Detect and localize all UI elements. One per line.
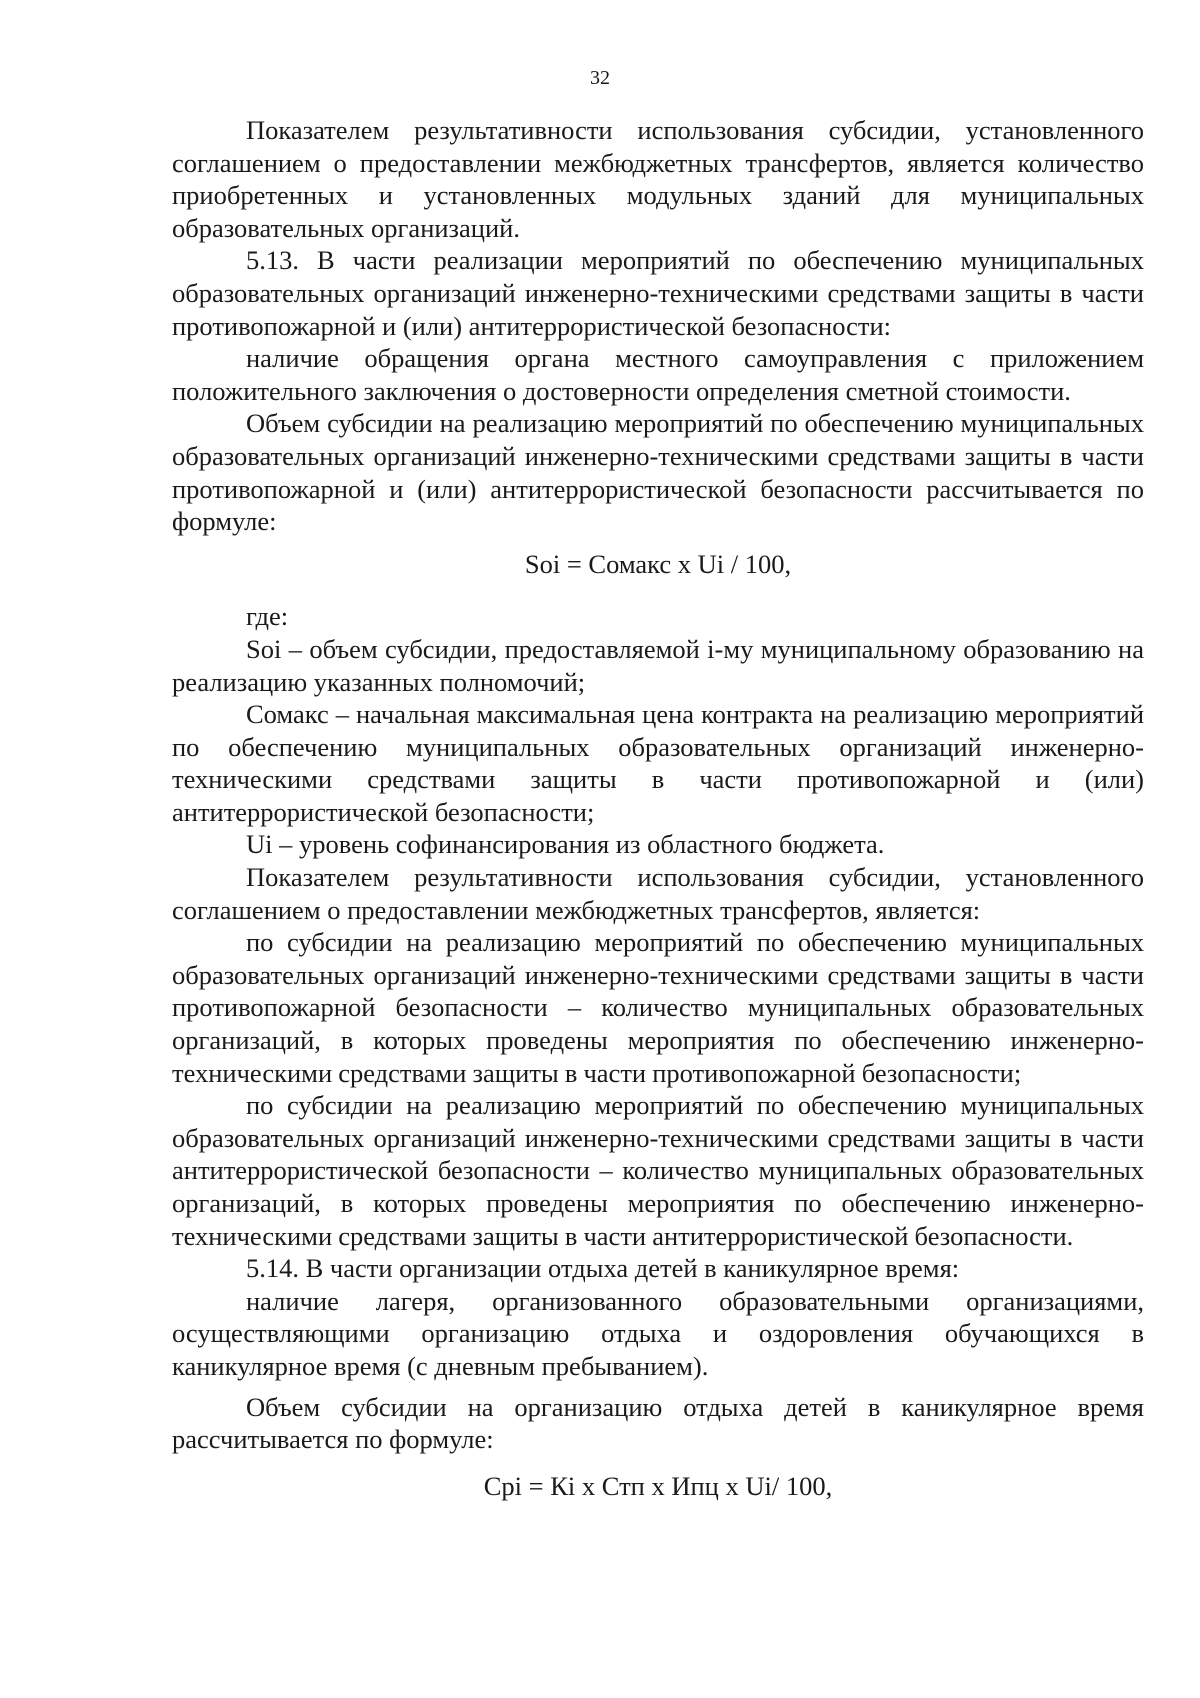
paragraph-section-5-13-heading: 5.13. В части реализации мероприятий по обеспечению муниципальных образовательных организаций инженерно-техническими средствами защиты в части противопожарной и (или) антитеррористической безопасности:: [172, 245, 1144, 341]
paragraph-condition-camp: наличие лагеря, организованного образовательными организациями, осуществляющими организацию отдыха и оздоровления обучающихся в каникулярное время (с дневным пребыванием).: [172, 1285, 1144, 1381]
paragraph-effectiveness-indicator-modular-buildings: Показателем результативности использования субсидии, установленного соглашением о предоставлении межбюджетных трансфертов, является количество приобретенных и установленных модульных зданий для муниципальных образовательных организаций.: [172, 115, 1144, 243]
paragraph-subsidy-volume-intro: Объем субсидии на реализацию мероприятий по обеспечению муниципальных образовательных организаций инженерно-техническими средствами защиты в части противопожарной и (или) антитеррористической безопасности рассчитывается по формуле:: [172, 408, 1144, 537]
definition-somaks: Сомакс – начальная максимальная цена контракта на реализацию мероприятий по обеспечению муниципальных образовательных организаций инженерно-техническими средствами защиты в части противопожарной и (или) антитеррористической безопасности;: [172, 699, 1144, 827]
page-number: 32: [590, 67, 610, 89]
definition-ui: Ui – уровень софинансирования из областного бюджета.: [246, 829, 885, 860]
paragraph-where: где:: [246, 601, 289, 632]
paragraph-effectiveness-indicator-intro: Показателем результативности использования субсидии, установленного соглашением о предоставлении межбюджетных трансфертов, является:: [172, 862, 1144, 925]
formula-cpi: Срi = Кi x Стп x Ипц x Ui/ 100,: [483, 1470, 833, 1501]
definition-soi: Soi – объем субсидии, предоставляемой i-му муниципальному образованию на реализацию указанных полномочий;: [172, 633, 1144, 697]
paragraph-holiday-subsidy-intro: Объем субсидии на организацию отдыха детей в каникулярное время рассчитывается по формуле:: [172, 1391, 1144, 1455]
paragraph-indicator-fire-safety: по субсидии на реализацию мероприятий по обеспечению муниципальных образовательных организаций инженерно-техническими средствами защиты в части противопожарной безопасности – количество муниципальных образовательных организаций, в которых проведены мероприятия по обеспечению инженерно-техническими средствами защиты в части противопожарной безопасности;: [172, 927, 1144, 1088]
formula-soi: Soi = Сомакс x Ui / 100,: [524, 548, 792, 579]
paragraph-section-5-14-heading: 5.14. В части организации отдыха детей в каникулярное время:: [246, 1253, 960, 1284]
paragraph-indicator-antiterror-safety: по субсидии на реализацию мероприятий по обеспечению муниципальных образовательных организаций инженерно-техническими средствами защиты в части антитеррористической безопасности – количество муниципальных образовательных организаций, в которых проведены мероприятия по обеспечению инженерно-техническими средствами защиты в части антитеррористической безопасности.: [172, 1090, 1144, 1251]
paragraph-condition-local-government-request: наличие обращения органа местного самоуправления с приложением положительного заключения о достоверности определения сметной стоимости.: [172, 343, 1144, 406]
document-body: [172, 114, 1144, 1502]
